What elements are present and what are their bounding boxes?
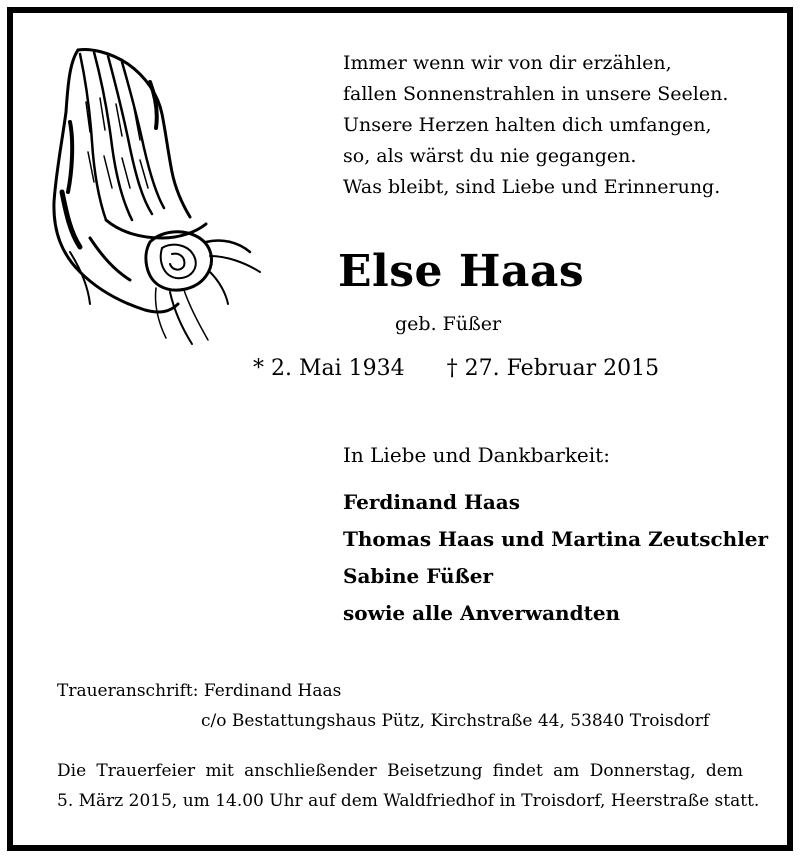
address-line: c/o Bestattungshaus Pütz, Kirchstraße 44, 53840 Troisdorf [201, 711, 710, 731]
life-dates [253, 356, 659, 381]
mourning-address [57, 676, 757, 736]
maiden-name: geb. Füßer [395, 313, 502, 335]
poem-line: Was bleibt, sind Liebe und Erinnerung. [343, 176, 721, 198]
poem-line: fallen Sonnenstrahlen in unsere Seelen. [343, 83, 729, 105]
praying-hands-icon [50, 42, 265, 352]
mourner-name: Thomas Haas und Martina Zeutschler [343, 527, 769, 551]
mourner-name: sowie alle Anverwandten [343, 601, 621, 625]
mourner-name: Sabine Füßer [343, 564, 494, 588]
deceased-name: Else Haas [338, 246, 585, 297]
birth-date: * 2. Mai 1934 [253, 356, 405, 381]
mourners-intro: In Liebe und Dankbarkeit: [343, 443, 610, 467]
mourners-list [343, 484, 768, 632]
death-date: † 27. Februar 2015 [446, 356, 660, 381]
poem-line: Unsere Herzen halten dich umfangen, [343, 114, 712, 136]
ceremony-info [57, 756, 760, 816]
poem-line: so, als wärst du nie gegangen. [343, 145, 637, 167]
address-name: Ferdinand Haas [203, 681, 342, 701]
ceremony-line: 5. März 2015, um 14.00 Uhr auf dem Waldfriedhof in Troisdorf, Heerstraße statt. [57, 791, 760, 811]
address-label: Traueranschrift: [57, 681, 199, 701]
ceremony-line: Die Trauerfeier mit anschließender Beisetzung findet am Donnerstag, dem [57, 761, 743, 781]
poem-line: Immer wenn wir von dir erzählen, [343, 52, 672, 74]
mourner-name: Ferdinand Haas [343, 490, 521, 514]
poem [343, 48, 728, 203]
